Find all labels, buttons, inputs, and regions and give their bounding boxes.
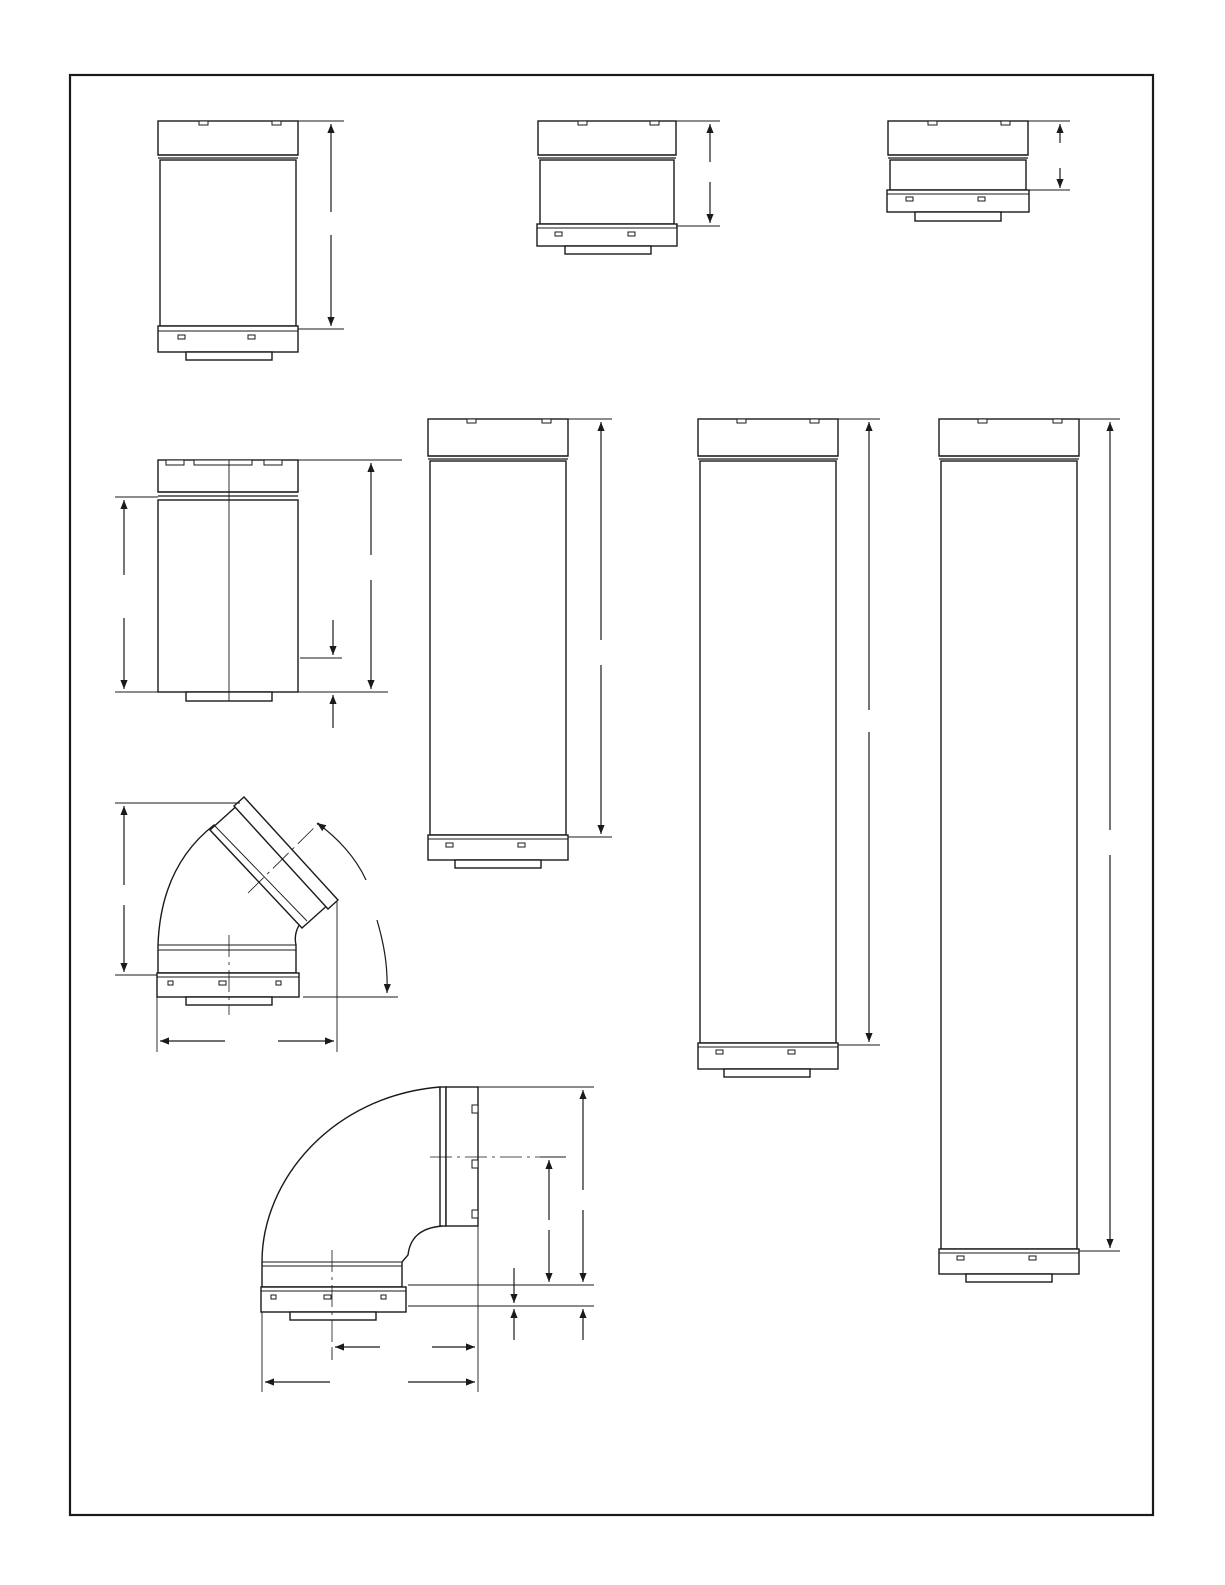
elbow-45 bbox=[115, 797, 398, 1052]
straight-pipe-short-c bbox=[887, 121, 1070, 221]
straight-pipe-long-b bbox=[698, 419, 880, 1077]
straight-pipe-short-a bbox=[158, 121, 344, 360]
straight-pipe-short-b bbox=[537, 121, 720, 254]
straight-pipe-long-a bbox=[428, 419, 612, 868]
straight-pipe-long-c bbox=[939, 419, 1120, 1282]
adjustable-pipe bbox=[115, 460, 402, 728]
elbow-90 bbox=[261, 1087, 594, 1392]
